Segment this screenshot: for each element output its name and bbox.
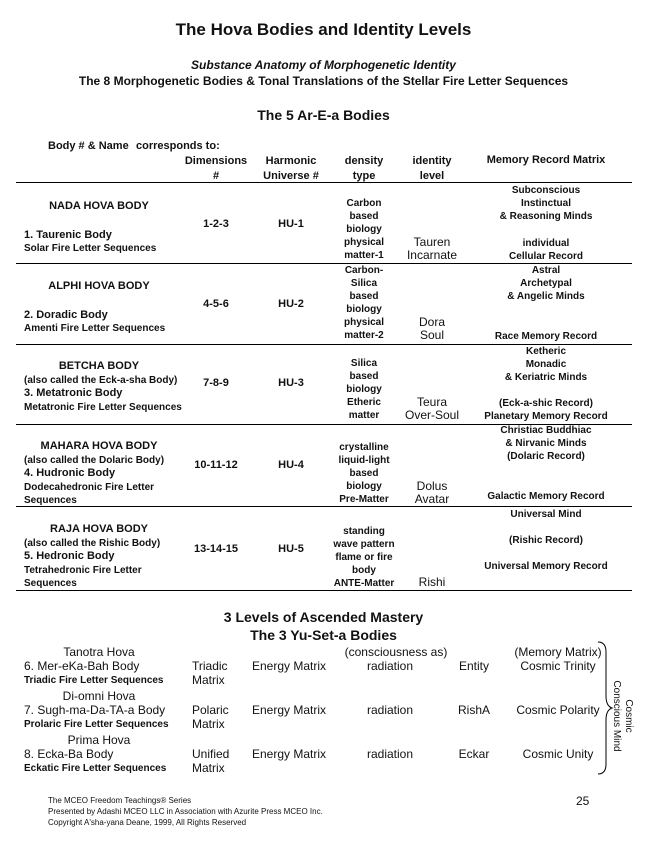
- entity-label: Eckar: [458, 747, 490, 761]
- header-corresponds: corresponds to:: [136, 140, 220, 152]
- memory-minds: Ketheric Monadic & Keriatric Minds: [504, 346, 588, 383]
- body-name: ALPHI HOVA BODY: [48, 280, 150, 292]
- memory-minds: Subconscious Instinctual & Reasoning Minds: [499, 185, 593, 222]
- entity-label: Entity: [458, 659, 489, 673]
- header-dimensions: Dimensions #: [184, 155, 248, 182]
- page-title: The Hova Bodies and Identity Levels: [175, 20, 472, 39]
- section-subtitle-yu-set-a: The 3 Yu-Set-a Bodies: [250, 627, 397, 643]
- density-type-value: crystalline liquid-light based biology Pre-Matter: [338, 442, 390, 505]
- identity-level-value: Dolus Avatar: [414, 479, 450, 506]
- divider: [16, 506, 632, 507]
- harmonic-universe-value: HU-5: [278, 543, 304, 555]
- density-type-value: standing wave pattern flame or fire body ANTE-Matter: [333, 526, 395, 589]
- divider: [16, 182, 632, 183]
- dimensions-value: 4-5-6: [203, 298, 229, 310]
- body-number-name: 4. Hudronic Body: [24, 467, 116, 479]
- fire-letter-sequence: Amenti Fire Letter Sequences: [24, 323, 166, 334]
- body-number-name: 7. Sugh-ma-Da-TA-a Body: [24, 703, 166, 717]
- subtitle-anatomy: Substance Anatomy of Morphogenetic Identity: [191, 58, 456, 72]
- memory-matrix-header: (Memory Matrix): [514, 645, 602, 659]
- body-number-name: 6. Mer-eKa-Bah Body: [24, 659, 140, 673]
- fire-letter-sequence: Tetrahedronic Fire Letter Sequences: [24, 565, 142, 589]
- memory-record: Universal Memory Record: [484, 561, 608, 572]
- identity-level-value: Dora Soul: [418, 315, 445, 342]
- harmonic-universe-value: HU-1: [278, 218, 304, 230]
- dimensions-value: 13-14-15: [193, 543, 239, 555]
- radiation-label: radiation: [366, 659, 414, 673]
- divider: [16, 590, 632, 591]
- density-type-value: Silica based biology Etheric matter: [346, 358, 382, 421]
- energy-matrix: Energy Matrix: [252, 747, 327, 761]
- matrix-type: Triadic Matrix: [192, 659, 228, 687]
- subtitle-bodies: The 8 Morphogenetic Bodies & Tonal Translations of the Stellar Fire Letter Sequences: [78, 74, 569, 88]
- section-title-area-bodies: The 5 Ar-E-a Bodies: [257, 107, 390, 123]
- entity-label: RishA: [457, 703, 490, 717]
- body-number-name: 1. Taurenic Body: [24, 229, 112, 241]
- identity-level-value: Teura Over-Soul: [404, 395, 460, 422]
- memory-minds: Christiac Buddhiac & Nirvanic Minds (Dolaric Record): [500, 425, 592, 462]
- body-number-name: 2. Doradic Body: [24, 309, 108, 321]
- header-identity: identity level: [412, 155, 452, 182]
- harmonic-universe-value: HU-4: [278, 459, 304, 471]
- page-number: 25: [576, 794, 590, 808]
- dimensions-value: 10-11-12: [194, 459, 238, 471]
- matrix-type: Polaric Matrix: [192, 703, 229, 731]
- memory-record: individual Cellular Record: [509, 238, 583, 262]
- header-body-name: Body # & Name: [48, 140, 129, 152]
- header-harmonic: Harmonic Universe #: [263, 155, 319, 182]
- footer-copyright: Copyright A'sha-yana Deane, 1999, All Rights Reserved: [48, 818, 247, 827]
- energy-matrix: Energy Matrix: [252, 703, 327, 717]
- harmonic-universe-value: HU-3: [278, 377, 304, 389]
- fire-letter-sequence: Solar Fire Letter Sequences: [24, 243, 157, 254]
- dimensions-value: 7-8-9: [203, 377, 229, 389]
- identity-level-value: Tauren Incarnate: [406, 235, 458, 262]
- body-number-name: 8. Ecka-Ba Body: [24, 747, 114, 761]
- radiation-label: radiation: [366, 703, 414, 717]
- body-number-name: 5. Hedronic Body: [24, 550, 115, 562]
- footer-presented: Presented by Adashi MCEO LLC in Association with Azurite Press MCEO Inc.: [48, 807, 323, 816]
- dimensions-value: 1-2-3: [203, 218, 229, 230]
- header-density: density type: [344, 155, 384, 182]
- section-title-ascended-mastery: 3 Levels of Ascended Mastery: [223, 609, 424, 625]
- fire-letter-sequence: Eckatic Fire Letter Sequences: [24, 763, 167, 774]
- fire-letter-sequence: Dodecahedronic Fire Letter Sequences: [24, 482, 155, 506]
- fire-letter-sequence: Metatronic Fire Letter Sequences: [24, 402, 182, 413]
- matrix-type: Unified Matrix: [192, 747, 230, 775]
- memory-minds: Universal Mind (Rishic Record): [509, 509, 583, 546]
- body-name: NADA HOVA BODY: [49, 200, 149, 212]
- hova-name: Tanotra Hova: [63, 645, 135, 659]
- body-also-called: (also called the Rishic Body): [24, 538, 161, 549]
- harmonic-universe-value: HU-2: [278, 298, 304, 310]
- body-name: RAJA HOVA BODY: [50, 523, 148, 535]
- identity-level-value: Rishi: [418, 575, 446, 589]
- cosmic-matrix: Cosmic Unity: [522, 747, 594, 761]
- memory-record: (Eck-a-shic Record) Planetary Memory Record: [484, 398, 608, 422]
- cosmic-matrix: Cosmic Polarity: [516, 703, 600, 717]
- body-also-called: (also called the Dolaric Body): [24, 455, 165, 466]
- cosmic-matrix: Cosmic Trinity: [520, 659, 596, 673]
- hova-name: Prima Hova: [67, 733, 131, 747]
- cosmic-conscious-mind-label: Cosmic Conscious Mind: [611, 680, 634, 752]
- memory-minds: Astral Archetypal & Angelic Minds: [507, 265, 585, 302]
- energy-matrix: Energy Matrix: [252, 659, 327, 673]
- radiation-label: radiation: [366, 747, 414, 761]
- density-type-value: Carbon- Silica based biology physical matter-2: [343, 265, 385, 341]
- body-also-called: (also called the Eck-a-sha Body): [24, 375, 178, 386]
- memory-record: Race Memory Record: [494, 331, 598, 342]
- memory-record: Galactic Memory Record: [487, 491, 605, 502]
- body-name: MAHARA HOVA BODY: [40, 440, 158, 452]
- footer-series: The MCEO Freedom Teachings® Series: [48, 796, 192, 805]
- consciousness-header: (consciousness as): [344, 645, 448, 659]
- body-name: BETCHA BODY: [58, 360, 140, 372]
- fire-letter-sequence: Triadic Fire Letter Sequences: [24, 675, 164, 686]
- hova-name: Di-omni Hova: [62, 689, 136, 703]
- header-memory: Memory Record Matrix: [486, 154, 606, 166]
- body-number-name: 3. Metatronic Body: [24, 387, 123, 399]
- fire-letter-sequence: Prolaric Fire Letter Sequences: [24, 719, 169, 730]
- density-type-value: Carbon based biology physical matter-1: [343, 198, 385, 261]
